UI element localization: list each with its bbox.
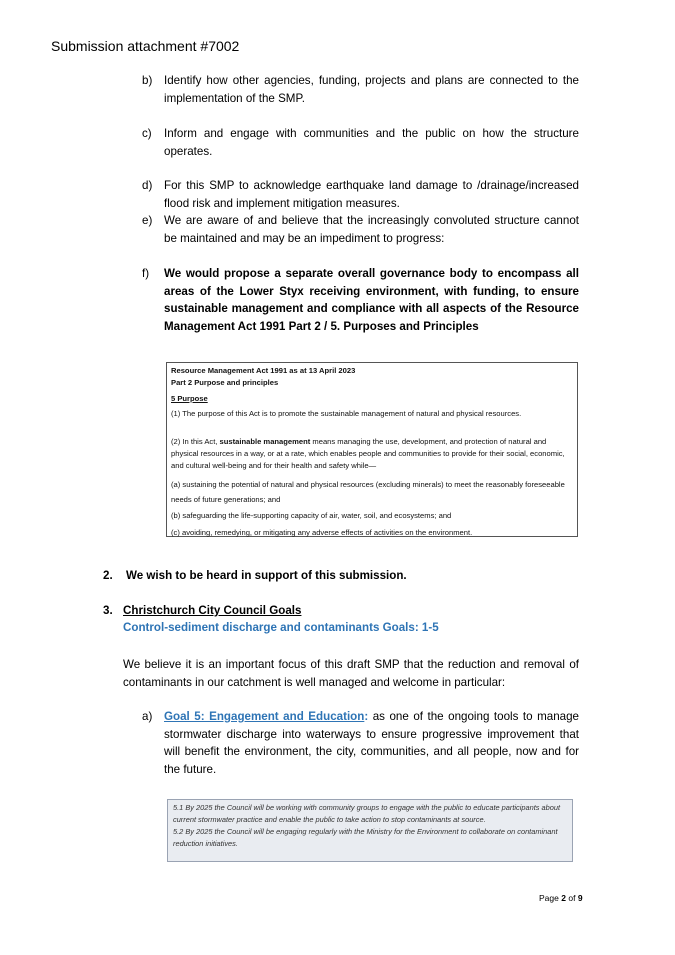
rma-c: (c) avoiding, remedying, or mitigating any adverse effects of activities on the environment. — [171, 528, 473, 537]
footer-page-number: 2 — [561, 893, 566, 903]
rma-excerpt-box — [166, 362, 578, 537]
list-label: a) — [142, 710, 153, 723]
goal-item-a — [142, 708, 579, 778]
goal-item-text — [164, 708, 579, 778]
list-item-d — [142, 177, 579, 212]
list-label: c) — [142, 127, 152, 140]
footer-of-word: of — [568, 893, 576, 903]
list-label: d) — [142, 179, 153, 192]
section-3-paragraph: We believe it is an important focus of this draft SMP that the reduction and removal of contaminants in our catchment is well managed and welcome in particular: — [123, 658, 579, 689]
list-item-c — [142, 125, 579, 160]
list-text: We are aware of and believe that the increasingly convoluted structure cannot be maintained and may be an impediment to progress: — [164, 214, 579, 245]
list-item-b — [142, 72, 579, 107]
goal-5-2: 5.2 By 2025 the Council will be engaging regularly with the Ministry for the Environment to collaborate on contaminant reduction initiatives. — [173, 827, 558, 848]
list-text: Inform and engage with communities and the public on how the structure operates. — [164, 127, 579, 158]
list-text: Identify how other agencies, funding, projects and plans are connected to the implementation of the SMP. — [164, 74, 579, 105]
section-3-subtitle: Control-sediment discharge and contaminants Goals: 1-5 — [123, 621, 439, 634]
rma-p2-bold: sustainable management — [219, 437, 311, 446]
rma-p1: (1) The purpose of this Act is to promote the sustainable management of natural and physical resources. — [171, 409, 522, 418]
page-header: Submission attachment #7002 — [51, 38, 240, 54]
goal-5-1: 5.1 By 2025 the Council will be working with community groups to engage with the public to educate participants about current stormwater practice and enable the public to take action to stop contaminants at source. — [173, 803, 561, 824]
rma-subtitle: Part 2 Purpose and principles — [171, 378, 279, 387]
goal-5-colon: : — [364, 710, 369, 723]
list-item-f — [142, 265, 579, 335]
section-2-text: We wish to be heard in support of this submission. — [126, 569, 407, 582]
footer-page-word: Page — [539, 893, 559, 903]
section-3-title: Christchurch City Council Goals — [123, 604, 302, 617]
list-text: For this SMP to acknowledge earthquake land damage to /drainage/increased flood risk and implement mitigation measures. — [164, 179, 579, 210]
rma-title: Resource Management Act 1991 as at 13 April 2023 — [171, 366, 356, 375]
list-item-e — [142, 212, 579, 247]
rma-b: (b) safeguarding the life-supporting capacity of air, water, soil, and ecosystems; and — [171, 511, 452, 520]
goal-5-link[interactable]: Goal 5: Engagement and Education — [164, 710, 365, 723]
rma-p2-post: means managing the use, development, and protection of natural and physical resources in a way, or at a rate, which enables people and communities to provide for their social, economic, and cultural well-being and for their health and safety while— — [171, 437, 565, 470]
page-footer — [539, 893, 583, 903]
goal-item-body: as one of the ongoing tools to manage stormwater discharge into waterways to ensure progressive improvement that will benefit the environment, the city, communities, and all people, now and for the future. — [164, 710, 579, 776]
rma-p2-pre: (2) In this Act, — [171, 437, 220, 446]
goal-5-excerpt-box — [167, 799, 573, 862]
rma-heading: 5 Purpose — [171, 394, 208, 403]
footer-page-total: 9 — [577, 893, 583, 903]
section-number: 3. — [103, 604, 113, 617]
list-label: e) — [142, 214, 153, 227]
rma-p2 — [171, 436, 573, 472]
rma-a: (a) sustaining the potential of natural and physical resources (excluding minerals) to meet the reasonably foreseeable needs of future generations; and — [171, 480, 565, 504]
section-number: 2. — [103, 569, 113, 582]
list-label: b) — [142, 74, 153, 87]
list-text: We would propose a separate overall governance body to encompass all areas of the Lower Styx receiving environment, with funding, to ensure sustainable management and compliance with all aspects of the Resource Management Act 1991 Part 2 / 5. Purposes and Principles — [164, 267, 579, 333]
list-label: f) — [142, 267, 150, 280]
